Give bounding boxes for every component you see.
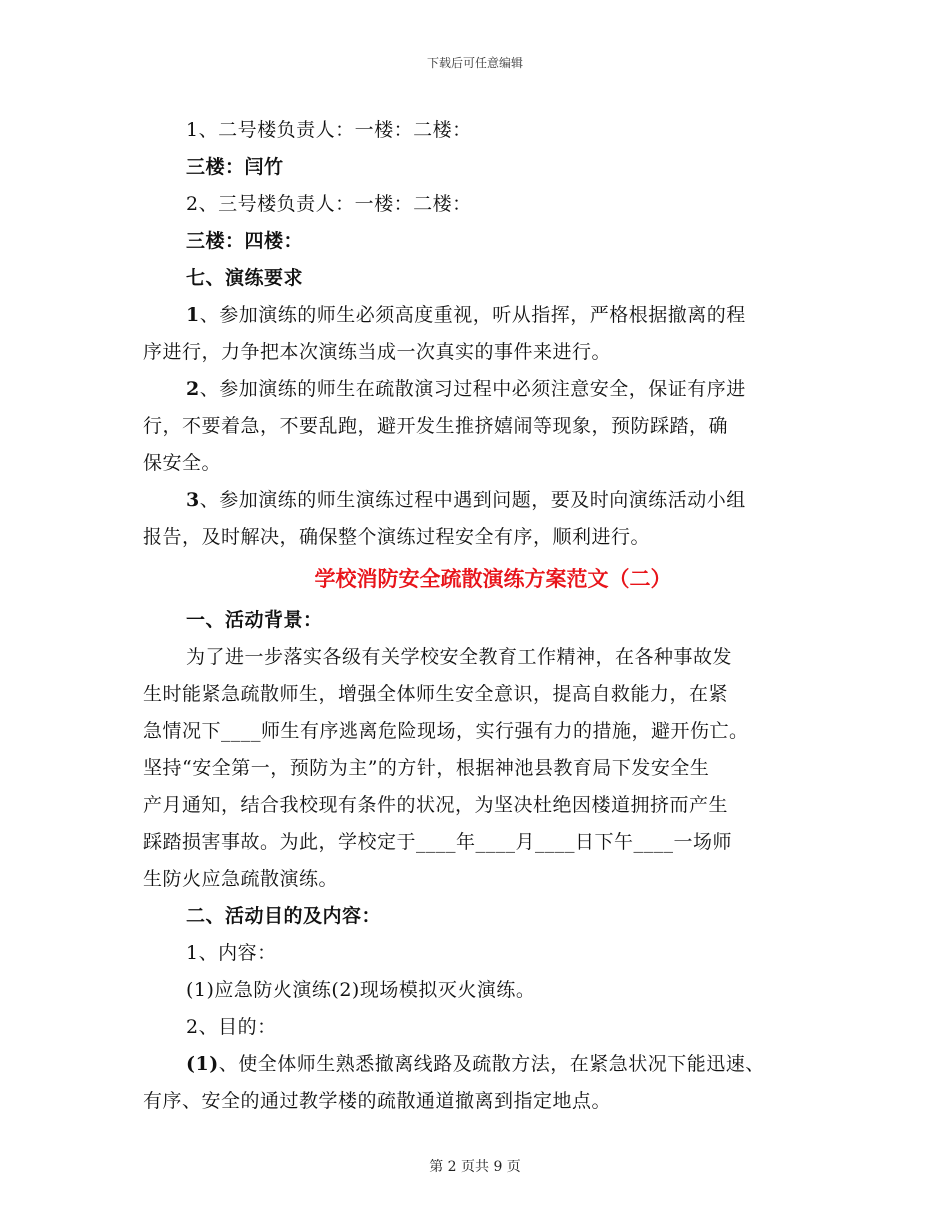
requirement-3-number: 3	[186, 489, 200, 511]
heading-drill-requirements: 七、演练要求	[186, 267, 304, 289]
purpose-1	[143, 1046, 843, 1120]
background-paragraph	[143, 639, 843, 898]
background-line-2: 生时能紧急疏散师生，增强全体师生安全意识，提高自救能力，在紧	[143, 683, 729, 705]
requirement-1-text-cont: 序进行，力争把本次演练当成一次真实的事件来进行。	[143, 341, 612, 363]
line-building-3: 2、三号楼负责人：一楼：二楼：	[186, 193, 472, 215]
requirement-2-number: 2	[186, 378, 200, 400]
purpose-1-text: 、使全体师生熟悉撤离线路及疏散方法，在紧急状况下能迅速、	[218, 1053, 765, 1075]
heading-background: 一、活动背景：	[186, 609, 323, 631]
content-items: (1)应急防火演练(2)现场模拟灭火演练。	[186, 979, 536, 1001]
purpose-1-number: (1)	[186, 1053, 219, 1075]
line-floor-3-yanzhu: 三楼：闫竹	[186, 156, 284, 178]
requirement-1	[143, 297, 843, 371]
background-line-3: 急情况下____师生有序逃离危险现场，实行强有力的措施，避开伤亡。	[143, 720, 749, 742]
line-floor-3-4: 三楼：四楼：	[186, 230, 304, 252]
requirement-2-text: 、参加演练的师生在疏散演习过程中必须注意安全，保证有序进	[199, 378, 746, 400]
page-header: 下载后可任意编辑	[426, 56, 523, 70]
line-building-2: 1、二号楼负责人：一楼：二楼：	[186, 119, 472, 141]
requirement-2-text-end: 保安全。	[143, 452, 222, 474]
background-line-1: 为了进一步落实各级有关学校安全教育工作精神，在各种事故发	[186, 646, 733, 668]
page-footer: 第 2 页共 9 页	[429, 1159, 521, 1175]
section-title: 学校消防安全疏散演练方案范文（二）	[314, 567, 672, 591]
requirement-2	[143, 371, 843, 482]
background-line-7: 生防火应急疏散演练。	[143, 868, 339, 890]
background-line-5: 产月通知，结合我校现有条件的状况，为坚决杜绝因楼道拥挤而产生	[143, 794, 729, 816]
requirement-3	[143, 482, 843, 556]
purpose-1-text-cont: 有序、安全的通过教学楼的疏散通道撤离到指定地点。	[143, 1090, 612, 1112]
background-line-4: 坚持“安全第一，预防为主”的方针，根据神池县教育局下发安全生	[143, 757, 710, 779]
content-label: 1、内容：	[186, 942, 277, 964]
background-line-6: 踩踏损害事故。为此，学校定于____年____月____日下午____一场师	[143, 831, 733, 853]
requirement-3-text-cont: 报告，及时解决，确保整个演练过程安全有序，顺利进行。	[143, 526, 651, 548]
requirement-2-text-cont: 行，不要着急，不要乱跑，避开发生推挤嬉闹等现象，预防踩踏，确	[143, 415, 729, 437]
heading-purpose-content: 二、活动目的及内容：	[186, 905, 382, 927]
document-body	[143, 112, 843, 1120]
requirement-3-text: 、参加演练的师生演练过程中遇到问题，要及时向演练活动小组	[199, 489, 746, 511]
requirement-1-number: 1	[186, 304, 200, 326]
purpose-label: 2、目的：	[186, 1016, 277, 1038]
requirement-1-text: 、参加演练的师生必须高度重视，听从指挥，严格根据撤离的程	[199, 304, 746, 326]
